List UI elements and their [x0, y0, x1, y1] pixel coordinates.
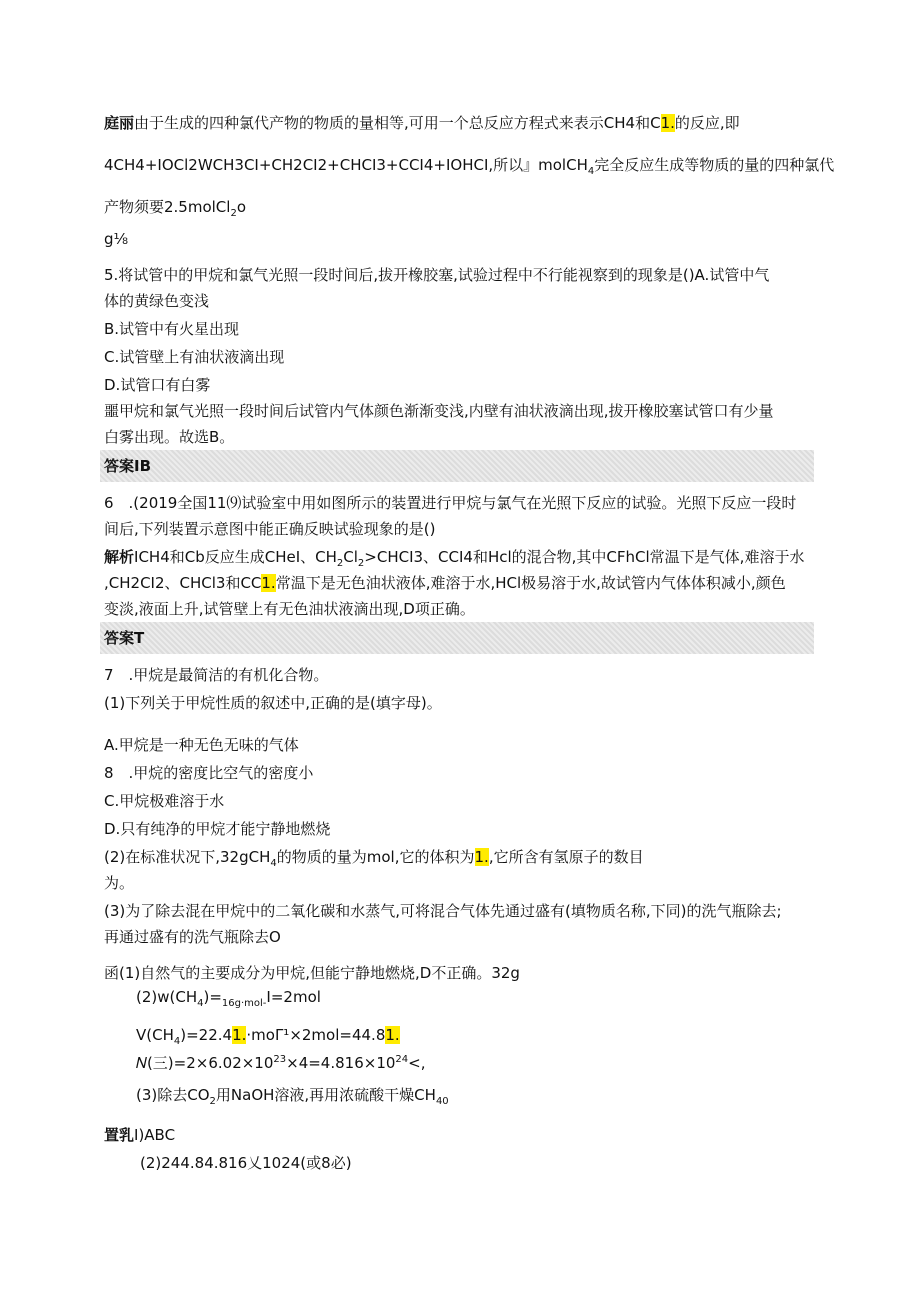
- question-5-stem: 5.将试管中的甲烷和氯气光照一段时间后,拔开橡胶塞,试验过程中不行能视察到的现象是()A.试管中气: [104, 266, 770, 284]
- solution-line-5: (3)除去$CO_2$用NaOH溶液,再用浓硫酸干燥$CH_{40}$: [136, 1086, 449, 1107]
- question-7-option-d: D.只有纯净的甲烷才能宁静地燃烧: [104, 820, 331, 838]
- question-7-option-c: C.甲烷极难溶于水: [104, 792, 225, 810]
- solution-line-1: 函(1)自然气的主要成分为甲烷,但能宁静地燃烧,D不正确。32g: [104, 964, 520, 982]
- question-7-option-b: 8 .甲烷的密度比空气的密度小: [104, 764, 314, 782]
- analysis-line-1: 庭丽由于生成的四种氯代产物的物质的量相等,可用一个总反应方程式来表示CH4和C1.的反应,即: [104, 114, 740, 132]
- question-7-part-2-end: 为。: [104, 874, 135, 892]
- answer-bar-5: [100, 450, 814, 482]
- question-5-explanation-1: 噩甲烷和氯气光照一段时间后试管内气体颜色渐渐变浅,内壁有油状液滴出现,拔开橡胶塞试管口有少量: [104, 402, 774, 420]
- highlight: 1.: [385, 1026, 400, 1044]
- answer-bar-6: [100, 622, 814, 654]
- answer-6: 答案T: [104, 629, 145, 647]
- question-7-part-1: (1)下列关于甲烷性质的叙述中,正确的是(填字母)。: [104, 694, 442, 712]
- analysis-tag: 庭丽: [104, 114, 135, 132]
- solution-line-2: $(2)w(CH_4)=_{16g\cdot mol-}I=2mol$: [136, 988, 321, 1009]
- highlight: 1.: [660, 114, 675, 132]
- question-6-stem-2: 间后,下列装置示意图中能正确反映试验现象的是(): [104, 520, 436, 538]
- answer-7-line-2: (2)244.84.816乂1024(或8必): [140, 1154, 352, 1172]
- question-7-part-3-end: 再通过盛有的洗气瓶除去O: [104, 928, 281, 946]
- highlight: 1.: [261, 574, 276, 592]
- highlight: 1.: [232, 1026, 247, 1044]
- question-5-option-b: B.试管中有火星出现: [104, 320, 240, 338]
- question-7-part-2: (2)在标准状况下,32gCH$_4$的物质的量为mol,它的体积为1.,它所含有氢原子的数目: [104, 848, 644, 869]
- analysis-line-3: 产物须要2.5molCl$_2$o: [104, 198, 247, 219]
- question-5-option-c: C.试管壁上有油状液滴出现: [104, 348, 285, 366]
- question-5-explanation-2: 白雾出现。故选B。: [104, 428, 235, 446]
- question-5-option-a: 体的黄绿色变浅: [104, 292, 210, 310]
- question-7-option-a: A.甲烷是一种无色无味的气体: [104, 736, 299, 754]
- question-5-option-d: D.试管口有白雾: [104, 376, 211, 394]
- solution-line-4: 𝑁(三)$=2\times 6.02\times 10^{23}\times 4=4.816\times 10^{24}<$,: [136, 1054, 426, 1072]
- solution-line-3: $V(CH_4)=22.41.\cdot mo\Gamma^1\times 2mol=44.81$.: [136, 1026, 400, 1047]
- question-6-explanation-3: 变淡,液面上升,试管壁上有无色油状液滴出现,D项正确。: [104, 600, 475, 618]
- explanation-tag: 解析: [104, 548, 135, 566]
- question-6-explanation-1: 解析ICH4和Cb反应生成CHeI、$CH_2Cl_2>CHCI3$、CCI4和Hcl的混合物,其中CFhCl常温下是气体,难溶于水: [104, 548, 805, 569]
- question-7-stem: 7 .甲烷是最简洁的有机化合物。: [104, 666, 329, 684]
- highlight: 1.: [474, 848, 489, 866]
- question-7-part-3: (3)为了除去混在甲烷中的二氧化碳和水蒸气,可将混合气体先通过盛有(填物质名称,下同)的洗气瓶除去;: [104, 902, 782, 920]
- question-6-stem: 6 .(2019全国11⑼试验室中用如图所示的装置进行甲烷与氯气在光照下反应的试验。光照下反应一段时: [104, 494, 797, 512]
- question-6-explanation-2: ,CH2CI2、CHCl3和CC1.常温下是无色油状液体,难溶于水,HCl极易溶于水,故试管内气体体积减小,颜色: [104, 574, 786, 592]
- answer-5: 答案IB: [104, 457, 152, 475]
- answer-7-line-1: 置乳I)ABC: [104, 1126, 176, 1144]
- analysis-line-4: g⅛: [104, 230, 129, 248]
- analysis-line-2: 4CH4+IOCl2WCH3CI+CH2CI2+CHCI3+CCI4+IOHCI,所以』molCH$_4$完全反应生成等物质的量的四种氯代: [104, 156, 835, 177]
- answer-tag: 置乳: [104, 1126, 135, 1144]
